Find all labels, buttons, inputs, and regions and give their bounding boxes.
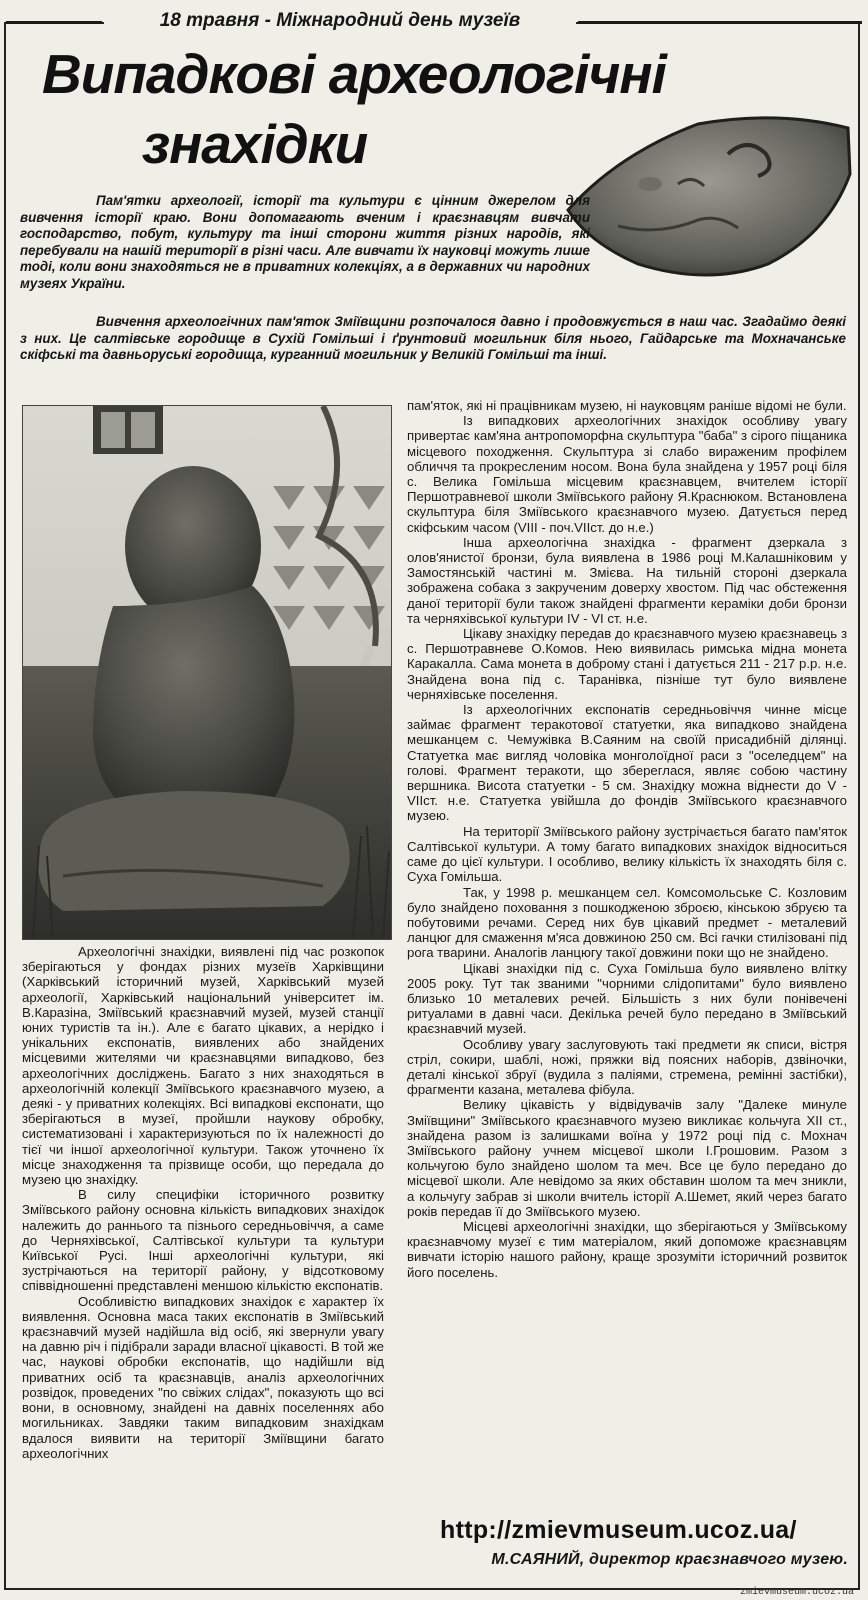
left-paragraph-3: Особливістю випадкових знахідок є характер їх виявлення. Основна маса таких експонатів в Зміївський краєзнавчий музей надійшла від осіб, які звернули увагу на давню річ і підібрали заради власної цікавості. В той же час, наукові обробки експонатів, що надійшли від приватних осіб та краєзнавців, аналіз археологічних розвідок, проведених "по свіжих слідах", показують що всі вони, в основному, знайдені на давніх поселеннях або могильниках. Завдяки таким випадковим знахідкам вдалося виявити на території Зміївщини багато археологічних [22,1293,384,1461]
section-header [0,6,868,36]
headline-line2: знахідки [142,113,368,175]
footer-host-watermark: zmievmuseum.ucoz.ua [739,1587,854,1598]
right-paragraph-3: Інша археологічна знахідка - фрагмент дзеркала з олов'янистої бронзи, була виявлена в 1986 році М.Калашніковим у Замостянській частині м. Змієва. На тильній стороні дзеркала зображена собака з закрученим доверху хвостом. Під час обстеження даної території були також знайдені фрагменти кераміки доби бронзи та черняхівської культури IV - VI ст. н.е. [407,534,847,626]
right-paragraph-2: Із випадкових археологічних знахідок особливу увагу привертає кам'яна антропоморфна скульптура "баба" з сірого піщаника місцевого походження. Скульптура зі слабо вираженим профілем обличчя та прокресленим носом. Вона була знайдена у 1957 році біля с. Велика Гомільша місцевим краєзнавцем, вчителем історії Першотравневої школи Зміївського району Я.Краснюком. Встановлена скульптура біля Зміївського краєзнавчого музею. Датується перед скіфським часом (VIII - поч.VIIст. до н.е.) [407,413,847,535]
intro-text-2: Вивчення археологічних пам'яток Зміївщини розпочалося давно і продовжується в наш час. Згадаймо деякі з них. Це салтівське городище в Сухій Гомільші і ґрунтовий могильник біля нього, Гайдарське та Мохначанське скіфські та давньоруські городища, курганний могильник у Великій Гомільші та інші. [20,314,846,363]
right-paragraph-1: пам'яток, які ні працівникам музею, ні науковцям раніше відомі не були. [407,398,847,413]
header-rule-right [578,21,862,24]
right-paragraph-10: Велику цікавість у відвідувачів залу "Далеке минуле Зміївщини" Зміївського краєзнавчого музею викликає кольчуга XII ст., знайдена разом із залишками воїна у 1972 році під с. Мохнач Зміївського району учнем місцевої школи І.Грошовим. Разом з кольчугою було знайдено шолом та меч. Все це було передано до місцевої школи. Але невідомо за яких обставин шолом та меч зникли, а кольчугу забрав зі школи вчитель історії А.Шемет, який через багато років передав її до Зміївського музею. [407,1097,847,1219]
right-paragraph-4: Цікаву знахідку передав до краєзнавчого музею краєзнавець з с. Першотравневе О.Комов. Нею виявилась римська мідна монета Каракалла. Сама монета в доброму стані і датується 211 - 217 р.р. н.е. Знайдена вона під с. Таранівка, пізніше тут було виявлене черняхівське поселення. [407,626,847,702]
section-header-label: 18 травня - Міжнародний день музеїв [104,6,576,36]
right-paragraph-5: Із археологічних експонатів середньовіччя чинне місце займає фрагмент теракотової статуетки, яка випадково знайдена мешканцем с. Чемужівка В.Саяним на своїй присадибній ділянці. Статуетка має вигляд чоловіка монголоїдної раси з "оселедцем" на голові. Фрагмент теракоти, що збереглася, являє собою частину вершника. Висота статуетки - 5 см. Знахідку можна віднести до V - VIIст. н.е. Статуетка увійшла до фондів Зміївського краєзнавчого музею. [407,702,847,824]
intro-text-1: Пам'ятки археології, історії та культури є цінним джерелом для вивчення історії краю. Вони допомагають вченим і краєзнавцям вивчати господарство, побут, культуру та інші сторони життя різних народів, які перебували на нашій території в різні часи. Але вивчати їх науковці можуть лише тоді, коли вони знаходяться не в приватних колекціях, а в державних чи народних музеях України. [20,193,590,291]
right-column [407,398,847,1280]
header-rule-left [6,21,102,24]
left-paragraph-1: Археологічні знахідки, виявлені під час розкопок зберігаються у фондах різних музеїв Харківщини (Харківський історичний музей, Харківський музей археології, Харківський національний університет ім. В.Каразіна, Зміївський краєзнавчий музей, музей станції юних туристів та ін.). Але є багато цікавих, а нерідко і унікальних експонатів, виявлених або знайдених місцевими жителями чи краєзнавцями випадково, без археологічних досліджень. Багато з них знаходяться в археологічній колекції Зміївського краєзнавчого музею, а деякі - у приватних колекціях. Всі випадкові експонати, що зберігаються в музеї, пройшли наукову обробку, систематизовані і характеризуються по їх належності до тієї чи іншої археологічної культури. Також уточнено їх місце знаходження та прізвище особи, що передала до музею цю знахідку. [22,944,384,1188]
left-paragraph-2: В силу специфіки історичного розвитку Зміївського району основна кількість випадкових знахідок належить до раннього та пізнього середньовіччя, а саме до Черняхівської, Салтівської культури та культури Київської Русі. Інші археологічні культури, які зустрічаються на території району, у відсотковому співвідношенні представлені меншою кількістю експонатів. [22,1187,384,1294]
headline-line1: Випадкові археологічні [42,43,666,105]
intro-paragraph-1 [20,193,590,293]
left-column [22,944,384,1461]
intro-paragraph-2 [20,314,846,364]
stone-sculpture-photo [22,405,392,940]
right-paragraph-7: Так, у 1998 р. мешканцем сел. Комсомольське С. Козловим було знайдено поховання з пошкодженою зброєю, кінською збруєю та побутовими речами. Серед них був цікавий предмет - металевий ланцюг для смаження м'яса довжиною 250 см. Всі гачки стилізовані під рога тварини. Аналогів ланцюгу такої довжини поки що не знайдено. [407,884,847,961]
right-paragraph-9: Особливу увагу заслуговують такі предмети як списи, вістря стріл, сокири, шаблі, ножі, пряжки від поясних наборів, дзвіночки, деталі кінської збруї (вудила з паліями, стремена, ремінні застібки), фрагменти казана, металева фібула. [407,1036,847,1098]
website-url[interactable]: http://zmievmuseum.ucoz.ua/ [440,1516,797,1544]
right-paragraph-11: Місцеві археологічні знахідки, що зберігаються у Зміївському краєзнавчому музеї є тим матеріалом, який допоможе краєзнавцям вивчати історію нашого району, краще зрозуміти історичний розвиток його поселень. [407,1218,847,1280]
right-paragraph-6: На території Зміївського району зустрічається багато пам'яток Салтівської культури. А тому багато випадкових знахідок відноситься саме до цієї культури. І особливо, велику кількість їх знаходять біля с. Суха Гомільша. [407,823,847,885]
author-credit: М.САЯНИЙ, директор краєзнавчого музею. [491,1551,848,1568]
right-paragraph-8: Цікаві знахідки під с. Суха Гомільша було виявлено влітку 2005 року. Тут так званими "чорними слідопитами" було виявлено близько 10 металевих речей. Більшість з них були понівечені ритуалами в давні часи. Декілька речей було передано в Зміївський краєзнавчий музей. [407,960,847,1037]
mirror-fragment-image [558,114,854,284]
